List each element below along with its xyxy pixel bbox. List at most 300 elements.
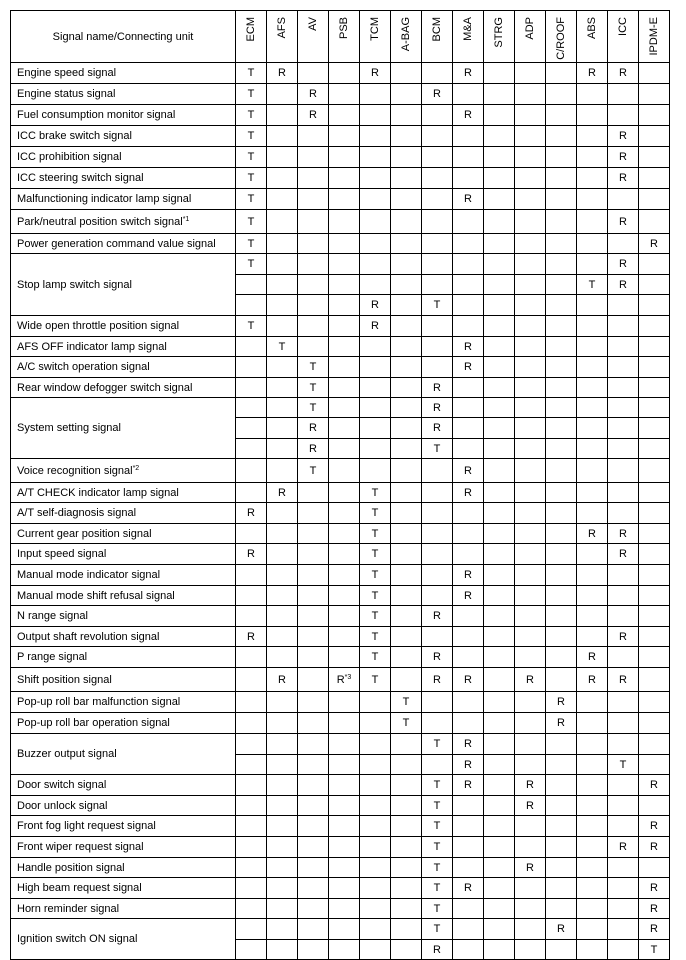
signal-cell-afs: R: [267, 668, 298, 692]
signal-cell-a-bag: [391, 586, 422, 606]
signal-cell-icc: [608, 337, 639, 357]
signal-cell-icc: [608, 189, 639, 210]
signal-cell-bcm: [422, 105, 453, 126]
signal-cell-strg: [484, 295, 515, 316]
signal-cell-ecm: [236, 899, 267, 919]
signal-cell-afs: [267, 692, 298, 713]
signal-cell-tcm: [360, 899, 391, 919]
signal-cell-bcm: [422, 63, 453, 84]
signal-cell-tcm: R: [360, 316, 391, 337]
signal-name: Fuel consumption monitor signal: [11, 105, 236, 126]
signal-cell-a-bag: [391, 126, 422, 147]
signal-cell-bcm: T: [422, 878, 453, 899]
signal-cell-ecm: [236, 796, 267, 816]
signal-cell-adp: [515, 919, 546, 940]
signal-cell-ipdm-e: [639, 796, 670, 816]
signal-cell-afs: [267, 459, 298, 483]
signal-cell-bcm: [422, 337, 453, 357]
signal-cell-av: [298, 586, 329, 606]
signal-cell-m-a: [453, 418, 484, 439]
signal-cell-av: T: [298, 357, 329, 378]
signal-cell-av: [298, 275, 329, 295]
signal-cell-icc: [608, 692, 639, 713]
signal-cell-bcm: [422, 254, 453, 275]
signal-name: A/C switch operation signal: [11, 357, 236, 378]
signal-cell-icc: [608, 316, 639, 337]
signal-cell-ipdm-e: R: [639, 919, 670, 940]
signal-cell-c-roof: [546, 459, 577, 483]
signal-cell-ipdm-e: [639, 84, 670, 105]
signal-cell-bcm: R: [422, 378, 453, 398]
signal-cell-abs: [577, 878, 608, 899]
signal-name: Park/neutral position switch signal$^{*1}$: [11, 210, 236, 234]
signal-cell-bcm: R: [422, 668, 453, 692]
signal-cell-c-roof: [546, 126, 577, 147]
signal-cell-ipdm-e: [639, 627, 670, 647]
signal-cell-ipdm-e: [639, 524, 670, 544]
signal-cell-tcm: [360, 775, 391, 796]
signal-cell-strg: [484, 275, 515, 295]
signal-name: A/T CHECK indicator lamp signal: [11, 483, 236, 503]
signal-cell-adp: [515, 899, 546, 919]
table-row: [11, 398, 670, 418]
signal-cell-bcm: [422, 459, 453, 483]
table-row: [11, 483, 670, 503]
signal-name: Buzzer output signal: [11, 734, 236, 775]
signal-cell-abs: [577, 586, 608, 606]
signal-cell-av: [298, 524, 329, 544]
header-unit-strg: STRG: [484, 11, 515, 63]
signal-cell-tcm: [360, 734, 391, 755]
signal-cell-adp: [515, 147, 546, 168]
signal-name: Output shaft revolution signal: [11, 627, 236, 647]
table-row: [11, 378, 670, 398]
signal-cell-strg: [484, 606, 515, 627]
signal-cell-c-roof: [546, 316, 577, 337]
signal-cell-m-a: [453, 796, 484, 816]
signal-name: Manual mode indicator signal: [11, 565, 236, 586]
signal-cell-psb: [329, 189, 360, 210]
signal-name: ICC prohibition signal: [11, 147, 236, 168]
signal-cell-psb: [329, 126, 360, 147]
signal-cell-strg: [484, 899, 515, 919]
signal-cell-c-roof: [546, 647, 577, 668]
signal-cell-afs: [267, 234, 298, 254]
table-row: [11, 147, 670, 168]
signal-cell-c-roof: [546, 755, 577, 775]
signal-cell-av: [298, 483, 329, 503]
signal-cell-a-bag: [391, 105, 422, 126]
signal-cell-c-roof: [546, 796, 577, 816]
signal-cell-adp: [515, 210, 546, 234]
signal-cell-adp: [515, 734, 546, 755]
signal-cell-afs: [267, 357, 298, 378]
signal-cell-strg: [484, 524, 515, 544]
signal-cell-strg: [484, 378, 515, 398]
signal-cell-m-a: [453, 234, 484, 254]
signal-cell-c-roof: [546, 586, 577, 606]
signal-cell-ecm: [236, 459, 267, 483]
signal-cell-icc: [608, 606, 639, 627]
signal-cell-ipdm-e: R: [639, 816, 670, 837]
signal-cell-adp: [515, 483, 546, 503]
signal-cell-m-a: R: [453, 668, 484, 692]
signal-cell-c-roof: [546, 899, 577, 919]
signal-cell-tcm: [360, 189, 391, 210]
table-row: [11, 816, 670, 837]
signal-cell-strg: [484, 316, 515, 337]
signal-cell-adp: [515, 357, 546, 378]
signal-cell-strg: [484, 734, 515, 755]
header-unit-m-a: M&A: [453, 11, 484, 63]
signal-cell-psb: [329, 503, 360, 524]
signal-name: Door switch signal: [11, 775, 236, 796]
signal-cell-strg: [484, 668, 515, 692]
signal-cell-psb: [329, 919, 360, 940]
signal-cell-psb: [329, 105, 360, 126]
signal-cell-m-a: R: [453, 775, 484, 796]
signal-cell-adp: [515, 503, 546, 524]
signal-cell-afs: [267, 254, 298, 275]
signal-cell-abs: [577, 189, 608, 210]
signal-cell-adp: [515, 105, 546, 126]
signal-cell-c-roof: [546, 565, 577, 586]
signal-cell-psb: [329, 940, 360, 960]
signal-cell-c-roof: [546, 668, 577, 692]
signal-cell-icc: [608, 796, 639, 816]
signal-cell-tcm: [360, 126, 391, 147]
signal-cell-adp: [515, 189, 546, 210]
table-row: [11, 796, 670, 816]
signal-cell-afs: [267, 627, 298, 647]
signal-name: Ignition switch ON signal: [11, 919, 236, 960]
signal-cell-ipdm-e: [639, 692, 670, 713]
signal-cell-strg: [484, 816, 515, 837]
signal-cell-m-a: [453, 398, 484, 418]
signal-cell-ipdm-e: [639, 295, 670, 316]
signal-cell-tcm: T: [360, 647, 391, 668]
signal-cell-afs: [267, 295, 298, 316]
signal-cell-ecm: [236, 606, 267, 627]
signal-cell-ecm: R: [236, 544, 267, 565]
signal-cell-c-roof: [546, 544, 577, 565]
signal-cell-afs: [267, 878, 298, 899]
signal-cell-strg: [484, 357, 515, 378]
signal-cell-av: R: [298, 439, 329, 459]
signal-cell-ecm: [236, 940, 267, 960]
signal-cell-icc: [608, 647, 639, 668]
signal-cell-a-bag: [391, 796, 422, 816]
signal-cell-m-a: R: [453, 565, 484, 586]
signal-cell-ipdm-e: [639, 147, 670, 168]
signal-cell-ipdm-e: T: [639, 940, 670, 960]
signal-cell-m-a: [453, 899, 484, 919]
signal-cell-tcm: [360, 439, 391, 459]
signal-cell-afs: [267, 147, 298, 168]
signal-name: AFS OFF indicator lamp signal: [11, 337, 236, 357]
signal-table-container: [10, 10, 670, 960]
signal-cell-c-roof: R: [546, 919, 577, 940]
signal-cell-psb: [329, 606, 360, 627]
signal-cell-ipdm-e: [639, 647, 670, 668]
signal-cell-icc: R: [608, 837, 639, 858]
table-body: [11, 63, 670, 960]
signal-cell-c-roof: [546, 878, 577, 899]
signal-name: Engine status signal: [11, 84, 236, 105]
signal-cell-a-bag: [391, 668, 422, 692]
signal-cell-psb: [329, 210, 360, 234]
signal-cell-psb: [329, 254, 360, 275]
signal-name: Engine speed signal: [11, 63, 236, 84]
signal-cell-ecm: T: [236, 189, 267, 210]
signal-cell-adp: [515, 168, 546, 189]
signal-cell-adp: [515, 755, 546, 775]
signal-cell-tcm: [360, 105, 391, 126]
signal-cell-c-roof: [546, 63, 577, 84]
signal-cell-av: [298, 606, 329, 627]
signal-cell-strg: [484, 713, 515, 734]
signal-cell-m-a: [453, 713, 484, 734]
signal-cell-tcm: [360, 459, 391, 483]
signal-cell-c-roof: [546, 418, 577, 439]
signal-cell-icc: R: [608, 254, 639, 275]
signal-name: Handle position signal: [11, 858, 236, 878]
signal-cell-abs: [577, 940, 608, 960]
signal-cell-adp: [515, 254, 546, 275]
signal-cell-bcm: [422, 357, 453, 378]
signal-cell-ipdm-e: [639, 168, 670, 189]
signal-cell-adp: [515, 713, 546, 734]
signal-cell-m-a: R: [453, 105, 484, 126]
signal-cell-ecm: [236, 878, 267, 899]
signal-cell-ecm: [236, 378, 267, 398]
signal-cell-icc: [608, 483, 639, 503]
signal-cell-strg: [484, 63, 515, 84]
signal-cell-ecm: T: [236, 210, 267, 234]
signal-cell-icc: [608, 586, 639, 606]
signal-cell-ipdm-e: [639, 713, 670, 734]
signal-cell-strg: [484, 168, 515, 189]
signal-cell-av: [298, 647, 329, 668]
signal-cell-ecm: T: [236, 105, 267, 126]
signal-cell-strg: [484, 418, 515, 439]
signal-cell-psb: [329, 275, 360, 295]
signal-cell-afs: R: [267, 63, 298, 84]
signal-cell-tcm: R: [360, 63, 391, 84]
signal-name: ICC steering switch signal: [11, 168, 236, 189]
signal-cell-icc: R: [608, 544, 639, 565]
signal-cell-bcm: [422, 126, 453, 147]
signal-cell-ecm: [236, 295, 267, 316]
footnote-marker: *3: [344, 673, 352, 681]
table-row: [11, 357, 670, 378]
signal-cell-icc: R: [608, 210, 639, 234]
table-row: [11, 668, 670, 692]
signal-cell-tcm: [360, 919, 391, 940]
signal-cell-afs: [267, 899, 298, 919]
signal-cell-ecm: T: [236, 63, 267, 84]
header-unit-tcm: TCM: [360, 11, 391, 63]
signal-cell-abs: T: [577, 275, 608, 295]
signal-cell-adp: [515, 606, 546, 627]
signal-cell-ecm: [236, 755, 267, 775]
signal-cell-ecm: T: [236, 254, 267, 275]
signal-cell-bcm: R: [422, 418, 453, 439]
signal-cell-bcm: R: [422, 84, 453, 105]
signal-cell-bcm: T: [422, 295, 453, 316]
signal-cell-m-a: R: [453, 63, 484, 84]
signal-cell-bcm: T: [422, 775, 453, 796]
signal-cell-m-a: [453, 816, 484, 837]
signal-cell-abs: [577, 899, 608, 919]
signal-cell-tcm: T: [360, 503, 391, 524]
signal-cell-strg: [484, 858, 515, 878]
signal-cell-c-roof: R: [546, 713, 577, 734]
signal-cell-strg: [484, 337, 515, 357]
signal-cell-m-a: [453, 837, 484, 858]
signal-cell-a-bag: [391, 544, 422, 565]
signal-cell-ecm: [236, 439, 267, 459]
signal-cell-psb: [329, 524, 360, 544]
signal-cell-bcm: [422, 275, 453, 295]
signal-cell-abs: [577, 919, 608, 940]
signal-cell-afs: R: [267, 483, 298, 503]
signal-cell-adp: [515, 837, 546, 858]
signal-cell-av: R: [298, 105, 329, 126]
signal-cell-psb: [329, 357, 360, 378]
signal-cell-ipdm-e: [639, 565, 670, 586]
signal-cell-strg: [484, 586, 515, 606]
signal-cell-a-bag: [391, 919, 422, 940]
signal-cell-a-bag: [391, 275, 422, 295]
signal-cell-ecm: [236, 647, 267, 668]
signal-cell-ipdm-e: [639, 606, 670, 627]
signal-cell-a-bag: [391, 483, 422, 503]
signal-cell-a-bag: [391, 398, 422, 418]
signal-cell-ipdm-e: [639, 668, 670, 692]
signal-cell-tcm: [360, 210, 391, 234]
header-unit-psb: PSB: [329, 11, 360, 63]
signal-cell-ipdm-e: [639, 459, 670, 483]
signal-cell-adp: [515, 627, 546, 647]
signal-cell-ecm: [236, 524, 267, 544]
signal-cell-a-bag: [391, 210, 422, 234]
signal-cell-av: [298, 503, 329, 524]
table-row: [11, 524, 670, 544]
signal-cell-bcm: T: [422, 837, 453, 858]
signal-cell-bcm: [422, 692, 453, 713]
signal-cell-strg: [484, 796, 515, 816]
signal-cell-icc: [608, 565, 639, 586]
signal-cell-m-a: R: [453, 755, 484, 775]
signal-cell-bcm: T: [422, 816, 453, 837]
signal-cell-m-a: [453, 316, 484, 337]
signal-cell-strg: [484, 837, 515, 858]
signal-cell-adp: [515, 275, 546, 295]
signal-cell-icc: [608, 775, 639, 796]
signal-cell-strg: [484, 940, 515, 960]
signal-cell-bcm: R: [422, 606, 453, 627]
signal-cell-av: [298, 796, 329, 816]
signal-cell-afs: [267, 755, 298, 775]
signal-cell-icc: [608, 734, 639, 755]
signal-cell-ecm: [236, 398, 267, 418]
signal-cell-psb: [329, 755, 360, 775]
signal-cell-afs: [267, 837, 298, 858]
signal-cell-ecm: [236, 692, 267, 713]
header-row: [11, 11, 670, 63]
signal-cell-icc: [608, 858, 639, 878]
signal-cell-c-roof: [546, 503, 577, 524]
header-signal-name: Signal name/Connecting unit: [11, 11, 236, 63]
signal-cell-a-bag: [391, 647, 422, 668]
signal-cell-icc: R: [608, 275, 639, 295]
signal-cell-ecm: [236, 775, 267, 796]
signal-cell-icc: [608, 899, 639, 919]
signal-cell-a-bag: [391, 878, 422, 899]
signal-cell-av: [298, 878, 329, 899]
signal-cell-psb: [329, 378, 360, 398]
signal-cell-bcm: [422, 234, 453, 254]
signal-cell-psb: [329, 398, 360, 418]
signal-cell-psb: [329, 713, 360, 734]
signal-cell-av: [298, 837, 329, 858]
signal-cell-ipdm-e: [639, 357, 670, 378]
table-row: [11, 503, 670, 524]
signal-cell-a-bag: [391, 337, 422, 357]
signal-cell-icc: [608, 418, 639, 439]
signal-cell-tcm: T: [360, 524, 391, 544]
signal-cell-abs: [577, 837, 608, 858]
table-row: [11, 627, 670, 647]
signal-cell-ipdm-e: [639, 63, 670, 84]
signal-cell-bcm: [422, 544, 453, 565]
header-unit-ipdm-e: IPDM-E: [639, 11, 670, 63]
signal-cell-tcm: [360, 84, 391, 105]
signal-cell-abs: [577, 147, 608, 168]
signal-cell-adp: [515, 63, 546, 84]
signal-cell-ecm: [236, 357, 267, 378]
signal-cell-afs: [267, 858, 298, 878]
table-row: [11, 126, 670, 147]
signal-cell-psb: [329, 837, 360, 858]
signal-cell-adp: [515, 234, 546, 254]
signal-name: Shift position signal: [11, 668, 236, 692]
signal-cell-icc: [608, 459, 639, 483]
signal-cell-av: [298, 189, 329, 210]
signal-cell-strg: [484, 878, 515, 899]
signal-cell-m-a: [453, 378, 484, 398]
signal-cell-m-a: R: [453, 483, 484, 503]
signal-cell-ecm: [236, 734, 267, 755]
signal-cell-icc: [608, 378, 639, 398]
signal-cell-strg: [484, 234, 515, 254]
signal-cell-ipdm-e: [639, 544, 670, 565]
signal-cell-av: R: [298, 418, 329, 439]
signal-cell-afs: [267, 606, 298, 627]
signal-cell-psb: [329, 168, 360, 189]
signal-cell-ipdm-e: [639, 483, 670, 503]
signal-cell-a-bag: [391, 168, 422, 189]
signal-cell-ipdm-e: [639, 378, 670, 398]
signal-cell-afs: [267, 734, 298, 755]
table-row: [11, 647, 670, 668]
signal-cell-m-a: R: [453, 586, 484, 606]
signal-cell-abs: [577, 105, 608, 126]
signal-cell-psb: [329, 734, 360, 755]
signal-cell-psb: [329, 295, 360, 316]
signal-cell-afs: [267, 503, 298, 524]
